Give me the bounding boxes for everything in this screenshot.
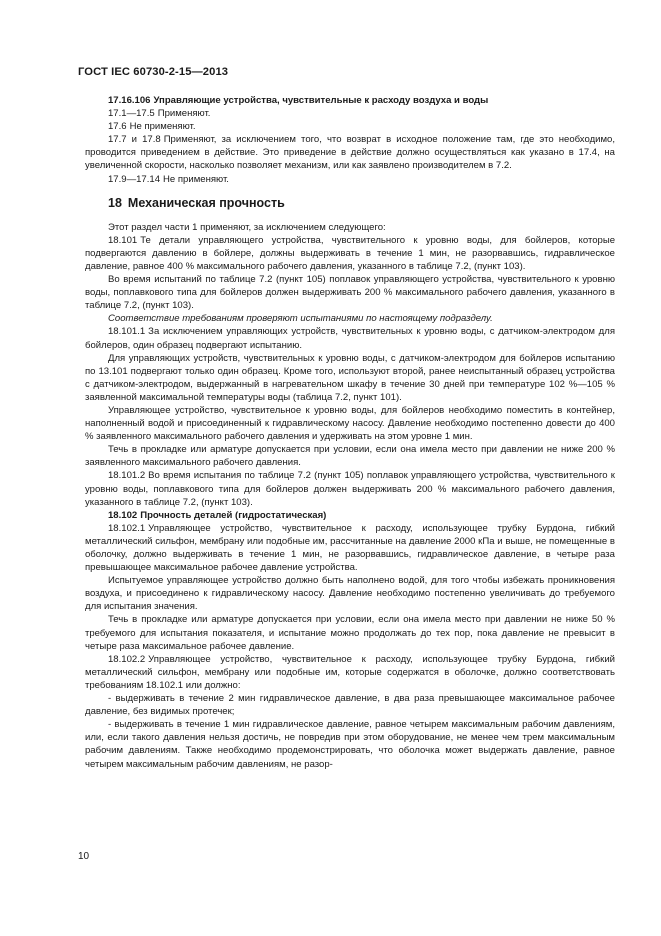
paragraph: 18.101.2 Во время испытания по таблице 7.2 (пункт 105) поплавок управляющего устройства, чувствительного к уровню воды, поплавкового типа для бойлеров должен выдерживать 200 % максимального рабочего давления, указанного в таблице 7.2, (пункт 103). (85, 470, 615, 508)
paragraph: Управляющее устройство, чувствительное к уровню воды, для бойлеров необходимо поместить в контейнер, наполненный водой и присоединенный к гидравлическому насосу. Давление необходимо постепенно довести до 400 % заявленного максимального рабочего давления и удерживать на этом уровне 1 мин. (85, 404, 615, 443)
subclause-heading: 18.102 Прочность деталей (гидростатическая) (108, 509, 327, 521)
paragraph: 17.1—17.5 Применяют. (108, 108, 211, 120)
section-heading: 18 Механическая прочность (108, 195, 285, 210)
paragraph: 17.7 и 17.8 Применяют, за исключением того, что возврат в исходное положение там, где это необходимо, проводится приведением в действие. Это приведение в действие должно осуществляться как указано в 17.4, на увеличенной скорости, насколько позволяет механизм, или как заявлено производителем в 7.2. (85, 134, 615, 172)
document-body (85, 94, 615, 771)
standard-header: ГОСТ IEC 60730-2-15—2013 (78, 66, 229, 78)
paragraph: 18.101.1 За исключением управляющих устройств, чувствительных к уровню воды, с датчиком-электродом для бойлеров, один образец подвергают испытанию. (85, 326, 615, 351)
paragraph: Течь в прокладке или арматуре допускается при условии, если она имела место при давлении не ниже 200 % заявленного максимального рабочего давления. (85, 444, 615, 469)
paragraph: 17.9—17.14 Не применяют. (108, 173, 229, 185)
paragraph: 17.6 Не применяют. (108, 121, 196, 133)
paragraph: Этот раздел части 1 применяют, за исключением следующего: (108, 221, 386, 233)
subclause-heading: 17.16.106 Управляющие устройства, чувствительные к расходу воздуха и воды (108, 95, 489, 106)
paragraph: Для управляющих устройств, чувствительных к уровню воды, с датчиком-электродом для бойлеров испытанию по 13.101 подвергают только один образец. Кроме того, используют второй, ранее неиспытанный образец устройства с датчиком-электродом, выдержанный в нагревательном шкафу в течение 30 дней при температуре 102 %—105 % заявленной максимальной температуры воды (таблица 7.2, пункт 101). (85, 352, 615, 403)
paragraph: 18.102.2 Управляющее устройство, чувствительное к расходу, использующее трубку Бурдона, гибкий металлический сильфон, мембрану или подобные им, которые содержатся в оболочке, должно соответствовать требованиям 18.102.1 или должно: (85, 653, 615, 691)
paragraph: Течь в прокладке или арматуре допускается при условии, если она имела место при давлении не ниже 50 % требуемого для испытания показателя, и испытание можно продолжать до тех пор, пока давление не превысит в четыре раза максимальное рабочее давление. (85, 614, 615, 652)
page-number: 10 (78, 851, 90, 862)
paragraph: 18.102.1 Управляющее устройство, чувствительное к расходу, использующее трубку Бурдона, гибкий металлический сильфон, мембрану или подобные им, рассчитанные на давление 2000 кПа и выше, не помещенные в оболочку, должно выдерживать в течение 1 мин, не разорвавшись, гидравлическое давление, в четыре раза превышающее максимальное рабочее давление устройства. (85, 522, 615, 574)
compliance-note: Соответствие требованиям проверяют испытаниями по настоящему подразделу. (108, 313, 493, 325)
paragraph: Во время испытаний по таблице 7.2 (пункт 105) поплавок управляющего устройства, чувствительного к уровню воды, поплавкового типа для бойлеров должен выдерживать 200 % максимального рабочего давления, указанного в таблице 7.2, (пункт 103). (85, 274, 615, 312)
paragraph: Испытуемое управляющее устройство должно быть наполнено водой, для того чтобы избежать проникновения воздуха, и присоединено к гидравлическому насосу. Давление необходимо постепенно увеличивать до требуемого для испытания значения. (85, 575, 615, 613)
paragraph: 18.101 Те детали управляющего устройства, чувствительного к уровню воды, для бойлеров, которые подвергаются давлению в бойлере, должны выдерживать в течение 1 мин, не разорвавшись, гидравлическое давление, равное 400 % максимального рабочего давления, указанного в таблице 7.2, (пункт 103). (85, 234, 615, 272)
list-item: - выдерживать в течение 2 мин гидравлическое давление, в два раза превышающее максимальное рабочее давление, без видимых протечек; (85, 693, 615, 718)
list-item: - выдерживать в течение 1 мин гидравлическое давление, равное четырем максимальным рабочим давлениям, или, если такого давления нельзя достичь, не повредив при этом оборудование, не менее чем трем максимальным рабочим давлениям. Также необходимо продемонстрировать, что оболочка может выдержать давление, равное четырем максимальным рабочим давлениям, не разор- (85, 719, 615, 770)
